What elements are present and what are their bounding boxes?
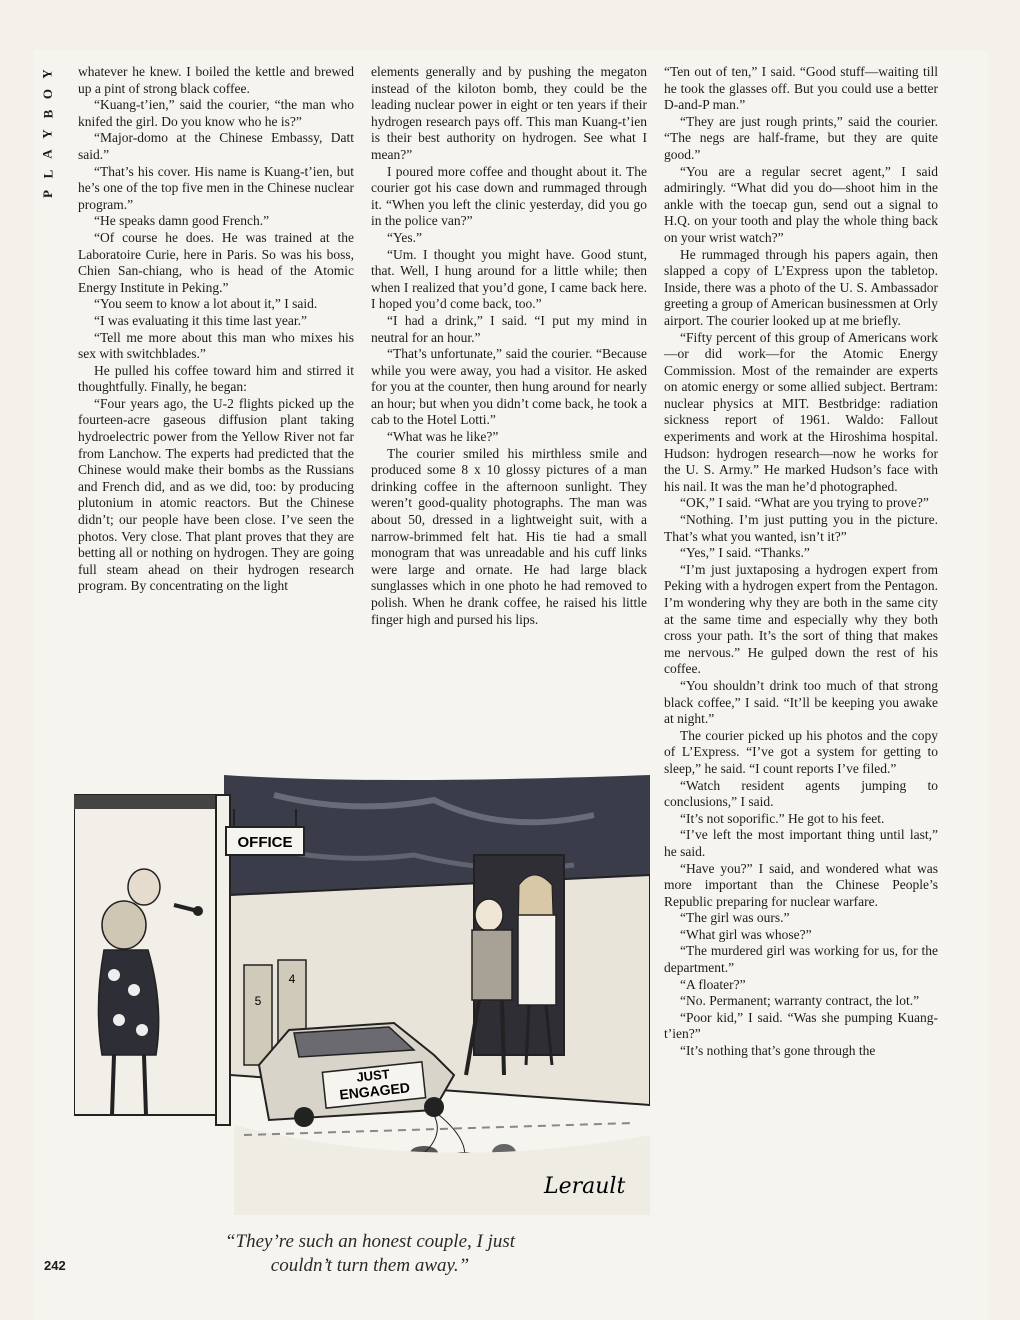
door-number-5: 5 <box>254 994 262 1008</box>
caption-line-1: “They’re such an honest couple, I just <box>224 1231 516 1252</box>
paragraph: “Watch resident agents jumping to conclusions,” I said. <box>664 777 938 810</box>
door-number-4: 4 <box>288 972 296 986</box>
page-number: 242 <box>44 1258 66 1273</box>
paragraph: “Major-domo at the Chinese Embassy, Datt said.” <box>78 130 354 162</box>
paragraph: I poured more coffee and thought about it. The courier got his case down and rummaged through it. “When you left the clinic yesterday, did you go in the police van?” <box>371 163 647 229</box>
paragraph: “Ten out of ten,” I said. “Good stuff—waiting till he took the glasses off. But you could use a better D-and-P man.” <box>664 64 938 113</box>
masthead-letter: A <box>39 149 55 159</box>
paragraph: “It’s not soporific.” He got to his feet. <box>680 810 885 826</box>
office-sign-text: OFFICE <box>237 834 293 851</box>
paragraph: “Of course he does. He was trained at the Laboratoire Curie, here in Paris. So was his boss, Chien San-chiang, who is head of the Atomic Energy Institute in Peking.” <box>78 229 354 295</box>
paragraph: “The girl was ours.” <box>680 910 790 926</box>
cartoon-illustration <box>74 775 650 1215</box>
paragraph: “I was evaluating it this time last year.” <box>94 312 307 328</box>
paragraph: “That’s unfortunate,” said the courier. “Because while you were away, you had a visitor. He asked for you at the counter, then hung around for nearly an hour; but when you didn’t come back, he took a cab to the Hotel Lotti.” <box>371 346 647 428</box>
paragraph: “Kuang-t’ien,” said the courier, “the man who knifed the girl. Do you know who he is?” <box>78 97 354 129</box>
paragraph: “I’ve left the most important thing until last,” he said. <box>664 827 938 859</box>
paragraph: “They are just rough prints,” said the courier. “The negs are half-frame, but they are quite good.” <box>664 113 938 162</box>
paragraph: elements generally and by pushing the megaton instead of the kiloton bomb, they could be the leading nuclear power in eight or ten years if their hydrogen research pays off. This man Kuang-t’ien is their best authority on hydrogen. See what I mean?” <box>371 64 647 162</box>
text-column-2 <box>371 64 647 628</box>
car-sign-line1: JUST <box>355 1066 391 1085</box>
paragraph: “Um. I thought you might have. Good stunt, that. Well, I hung around for a little while; then when I realized that you’d gone, I came back here. I hoped you’d come back, too.” <box>371 246 647 312</box>
paragraph: “Fifty percent of this group of Americans work—or did work—for the Atomic Energy Commission. Most of the remainder are experts on atomic energy or some allied subject. Bertram: nuclear physics at MIT. Bestbridge: radiation sickness report of 1961. Waldo: Fallout experiments and work at the Hiroshima hospital. Hudson: hydrogen research—now he works for the U. S. Army.” He marked Hudson’s face with his nail. It was the man he’d photographed. <box>664 329 938 494</box>
paragraph: “Yes,” I said. “Thanks.” <box>680 545 810 561</box>
artist-signature: Lerault <box>544 1174 626 1199</box>
cartoon-caption <box>160 1230 580 1278</box>
masthead-letter: O <box>40 88 55 100</box>
masthead-letter: L <box>39 169 55 179</box>
paragraph: “The murdered girl was working for us, for the department.” <box>664 943 938 976</box>
cartoon-drawing <box>74 775 650 1215</box>
paragraph: “No. Permanent; warranty contract, the lot.” <box>680 993 920 1009</box>
masthead-letter: P <box>39 190 55 198</box>
paragraph: He pulled his coffee toward him and stirred it thoughtfully. Finally, he began: <box>78 362 354 395</box>
paragraph: “What girl was whose?” <box>680 926 812 942</box>
paragraph: He rummaged through his papers again, then slapped a copy of L’Express upon the tabletop. Inside, there was a photo of the U. S. Ambassador greeting a group of American businessmen at Orly airport. The courier looked up at me briefly. <box>664 246 938 328</box>
paragraph: “Poor kid,” I said. “Was she pumping Kuang-t’ien?” <box>664 1009 938 1042</box>
paragraph: The courier picked up his photos and the copy of L’Express. “I’ve got a system for getting to sleep,” he said. “I count reports I’ve filed.” <box>664 727 938 776</box>
paragraph: The courier smiled his mirthless smile and produced some 8 x 10 glossy pictures of a man drinking coffee in the afternoon sunlight. They weren’t good-quality photographs. The man was about 50, dressed in a lightweight suit, with a narrow-brimmed felt hat. His tie had a small monogram that was unreadable and his cuff links were large and ornate. He had large black sunglasses which in one photo he had removed to polish. When he drank coffee, he raised his little finger high and pursed his lips. <box>371 445 647 627</box>
paragraph: “Nothing. I’m just putting you in the picture. That’s what you wanted, isn’t it?” <box>664 512 938 544</box>
paragraph: “I had a drink,” I said. “I put my mind in neutral for an hour.” <box>371 312 647 345</box>
paragraph: “You seem to know a lot about it,” I said. <box>94 296 318 312</box>
caption-line-2: couldn’t turn them away.” <box>270 1255 470 1276</box>
text-column-3 <box>664 64 938 1060</box>
masthead-letter: Y <box>39 69 55 79</box>
paragraph: whatever he knew. I boiled the kettle and brewed up a pint of strong black coffee. <box>78 64 354 96</box>
masthead <box>38 64 58 214</box>
paragraph: “You shouldn’t drink too much of that strong black coffee,” I said. “It’ll be keeping you awake at night.” <box>664 677 938 727</box>
paragraph: “OK,” I said. “What are you trying to prove?” <box>680 495 929 511</box>
paragraph: “That’s his cover. His name is Kuang-t’ien, but he’s one of the top five men in the Chinese nuclear program.” <box>78 163 354 212</box>
masthead-letter: B <box>39 109 55 119</box>
paragraph: “Four years ago, the U-2 flights picked up the fourteen-acre gaseous diffusion plant taking hydroelectric power from the Yellow River not far from Lanchow. The experts had predicted that the Chinese would make their bombs as the Russians and French did, and as we did, too: by producing plutonium in atomic reactors. But the Chinese didn’t; our people have been close. I’ve seen the photos. Very close. That plant proves that they are betting all or nothing on hydrogen. They are going full steam ahead on their hydrogen research program. By concentrating on the light <box>78 395 354 594</box>
paragraph: “Tell me more about this man who mixes his sex with switchblades.” <box>78 329 354 362</box>
car-sign-line2: ENGAGED <box>338 1079 411 1103</box>
paragraph: “Yes.” <box>387 229 423 245</box>
paragraph: “I’m just juxtaposing a hydrogen expert from Peking with a hydrogen expert from the Pentagon. I’m wondering why they are both in the same city at the same time and especially why they both cross your path. It’s the sort of thing that makes me nervous.” He gulped down the rest of his coffee. <box>664 561 938 677</box>
paragraph: “You are a regular secret agent,” I said admiringly. “What did you do—shoot him in the ankle with the toecap gun, send out a signal to H.Q. on your tooth and play the whole thing back on your wrist watch?” <box>664 163 938 245</box>
text-column-1 <box>78 64 354 595</box>
paragraph: “He speaks damn good French.” <box>94 213 270 229</box>
paragraph: “Have you?” I said, and wondered what was more important than the Chinese People’s Republic preparing for nuclear warfare. <box>664 860 938 909</box>
paragraph: “What was he like?” <box>387 429 499 445</box>
paragraph: “It’s nothing that’s gone through the <box>680 1043 876 1059</box>
paragraph: “A floater?” <box>680 976 746 992</box>
masthead-letter: Y <box>39 129 55 139</box>
